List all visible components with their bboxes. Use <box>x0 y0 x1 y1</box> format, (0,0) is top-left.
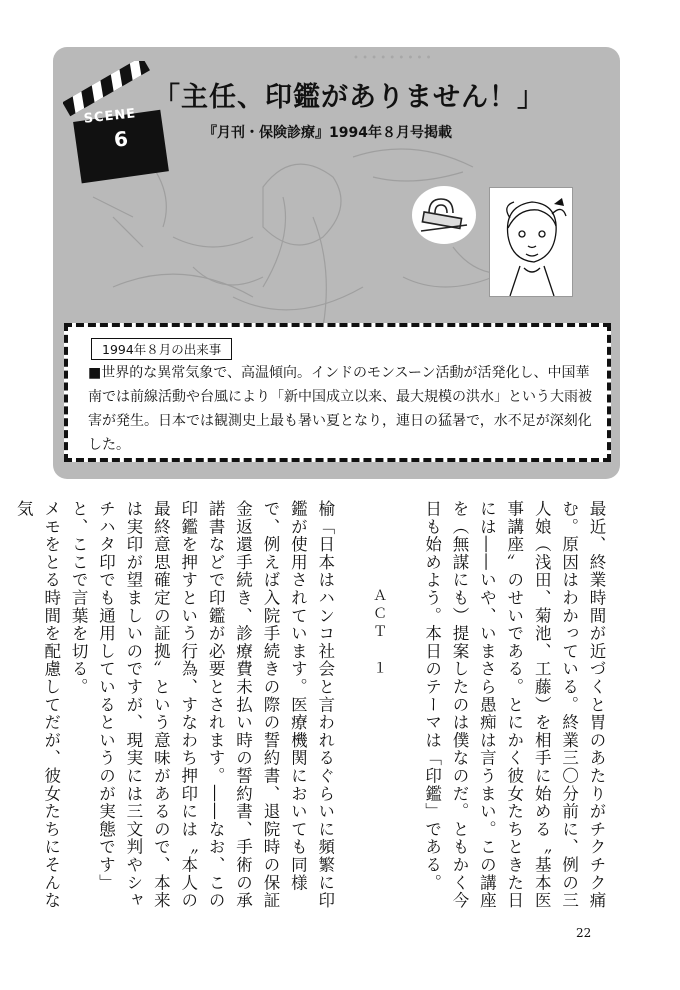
source-citation: 『月刊・保険診療』1994年８月号掲載 <box>203 125 452 141</box>
scene-label: SCENE <box>83 106 137 127</box>
body-paragraph-2: 榆「日本はハンコ社会と言われるぐらいに頻繁に印鑑が使用されています。医療機関においても同様で、例えば入院手続きの際の誓約書、退院時の保証金返還手続き、診療費未払い時の誓約書、手術の承諾書などで印鑑が必要とされます。――なお、この印鑑を押すという行為、すなわち押印には〝本人の最終意思確定の証拠〟という意味があるので、本来は実印が望ましいのですが、現実には三文判やシャチハタ印でも通用しているというのが実態です」 <box>96 500 335 910</box>
chapter-title: 「主任、印鑑がありません！」 <box>153 82 545 113</box>
events-box-text: ■世界的な異常気象で、高温傾向。インドのモンスーン活動が活発化し、中国華南では前線活動や台風により「新中国成立以来、最大規模の洪水」という大雨被害が発生。日本では観測史上最も暑い夏となり，連日の猛暑で，水不足が深刻化した。 <box>88 365 592 453</box>
scene-header <box>53 47 620 479</box>
character-portrait <box>489 187 573 297</box>
body-paragraph-4: メモをとる時間を配慮してだが、彼女たちにそんな気 <box>14 500 61 910</box>
binder-clip-illustration <box>411 185 477 245</box>
scene-number: 6 <box>112 126 130 152</box>
body-paragraph-3: と、ここで言葉を切る。 <box>69 500 89 696</box>
article-body <box>14 500 610 920</box>
svg-text:• • • • • • • • •: • • • • • • • • • <box>353 53 432 64</box>
events-box-label: 1994年８月の出来事 <box>91 338 232 360</box>
act-heading: ＡＣＴ １ <box>371 588 388 678</box>
girl-face-icon <box>490 188 572 296</box>
body-paragraph-1: 最近、終業時間が近づくと胃のあたりがチクチク痛む。原因はわかっている。終業三〇分前に、例の三人娘（浅田、菊池、工藤）を相手に始める〝基本医事講座〟のせいである。とにかく彼女たちときた日には――いや、いまさら愚痴は言うまい。この講座を（無謀にも）提案したのは僕なのだ。ともかく今日も始めよう。本日のテーマは「印鑑」である。 <box>422 500 606 910</box>
events-box <box>64 323 611 462</box>
page-number: 22 <box>576 926 592 940</box>
